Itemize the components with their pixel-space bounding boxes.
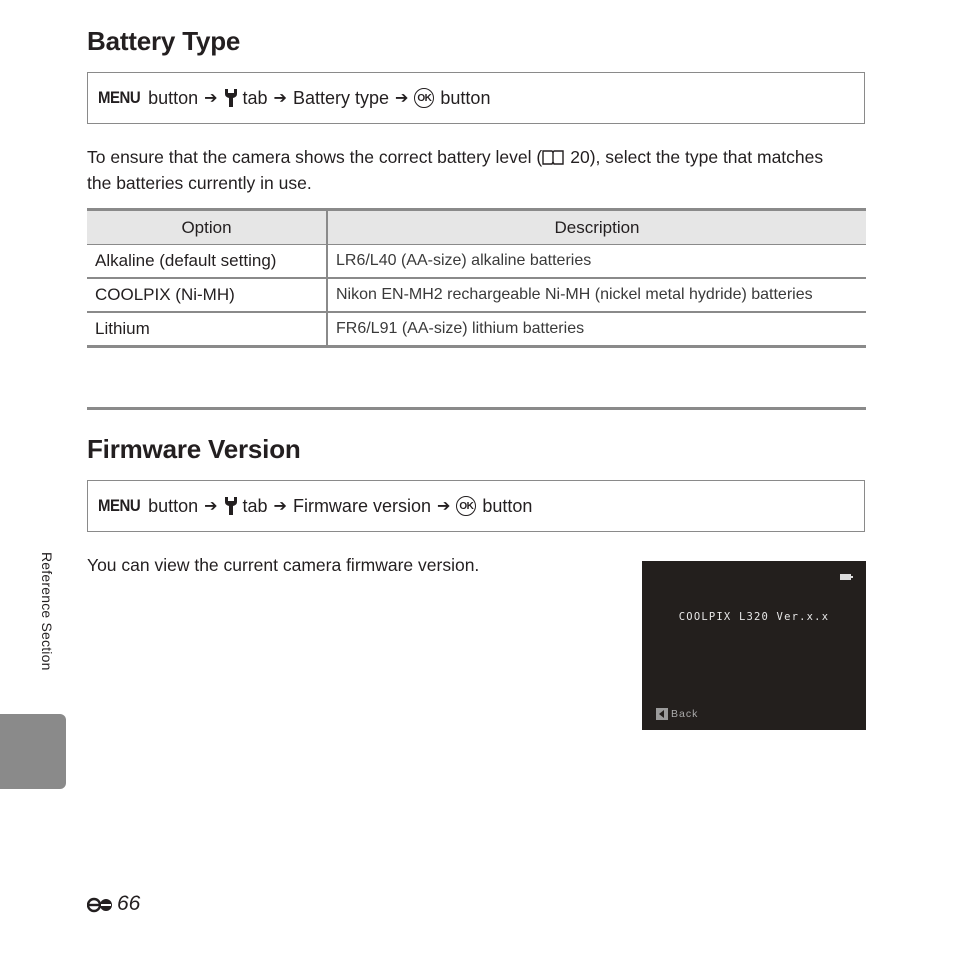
camera-screen-preview	[642, 561, 866, 730]
menu-button-icon: MENU	[98, 88, 141, 107]
menu-path-button-word: button	[148, 87, 199, 108]
arrow-right-icon: ➔	[273, 90, 287, 107]
menu-path-battery-type	[87, 72, 865, 124]
section-divider	[87, 407, 866, 410]
arrow-right-icon: ➔	[395, 90, 409, 107]
section-title-battery-type: Battery Type	[87, 26, 241, 56]
table-cell-description: FR6/L91 (AA-size) lithium batteries	[327, 312, 866, 347]
page-number	[87, 892, 140, 916]
menu-path-button-word: button	[148, 495, 199, 516]
table-cell-option: COOLPIX (Ni-MH)	[87, 278, 327, 312]
table-row	[87, 245, 866, 279]
battery-indicator-icon	[840, 574, 851, 580]
battery-options-table	[87, 208, 866, 348]
menu-path-item: Battery type	[292, 87, 389, 108]
menu-path-tab-word: tab	[242, 495, 268, 516]
table-cell-description: Nikon EN-MH2 rechargeable Ni-MH (nickel metal hydride) batteries	[327, 278, 866, 312]
arrow-right-icon: ➔	[273, 498, 287, 515]
ok-button-icon: OK	[456, 496, 476, 516]
intro-text-start: To ensure that the camera shows the correct battery level (	[87, 147, 543, 167]
wrench-icon	[224, 496, 238, 516]
arrow-right-icon: ➔	[436, 498, 451, 515]
menu-path-end-word: button	[482, 495, 533, 516]
menu-path-firmware-version	[87, 480, 865, 532]
table-header-description: Description	[327, 210, 866, 245]
menu-path-item: Firmware version	[292, 495, 431, 516]
menu-button-icon: MENU	[98, 496, 141, 515]
back-arrow-icon	[656, 708, 668, 720]
reference-section-glyph-icon	[87, 894, 115, 914]
ok-button-icon: OK	[414, 88, 434, 108]
section-title-firmware-version: Firmware Version	[87, 434, 301, 464]
side-section-label: Reference Section	[39, 552, 55, 671]
wrench-icon	[224, 88, 238, 108]
battery-intro-paragraph	[87, 144, 827, 196]
firmware-version-text: COOLPIX L320 Ver.x.x	[678, 611, 830, 623]
page-number-value: 66	[117, 892, 141, 915]
table-cell-description: LR6/L40 (AA-size) alkaline batteries	[327, 245, 866, 279]
intro-text-end: ), select the type that matches the batteries currently in use.	[87, 147, 824, 193]
table-header-row	[87, 210, 866, 245]
table-row	[87, 278, 866, 312]
arrow-right-icon: ➔	[204, 90, 218, 107]
firmware-paragraph: You can view the current camera firmware version.	[87, 555, 480, 575]
menu-path-tab-word: tab	[242, 87, 268, 108]
table-cell-option: Lithium	[87, 312, 327, 347]
back-label: Back	[671, 708, 699, 720]
arrow-right-icon: ➔	[204, 498, 218, 515]
menu-path-end-word: button	[440, 87, 491, 108]
table-cell-option: Alkaline (default setting)	[87, 245, 327, 279]
reference-page-number: 20	[570, 147, 590, 167]
table-header-option: Option	[87, 210, 327, 245]
table-row	[87, 312, 866, 347]
camera-back-control	[656, 708, 698, 720]
side-thumb-tab	[0, 714, 66, 789]
book-reference-icon	[542, 149, 564, 165]
